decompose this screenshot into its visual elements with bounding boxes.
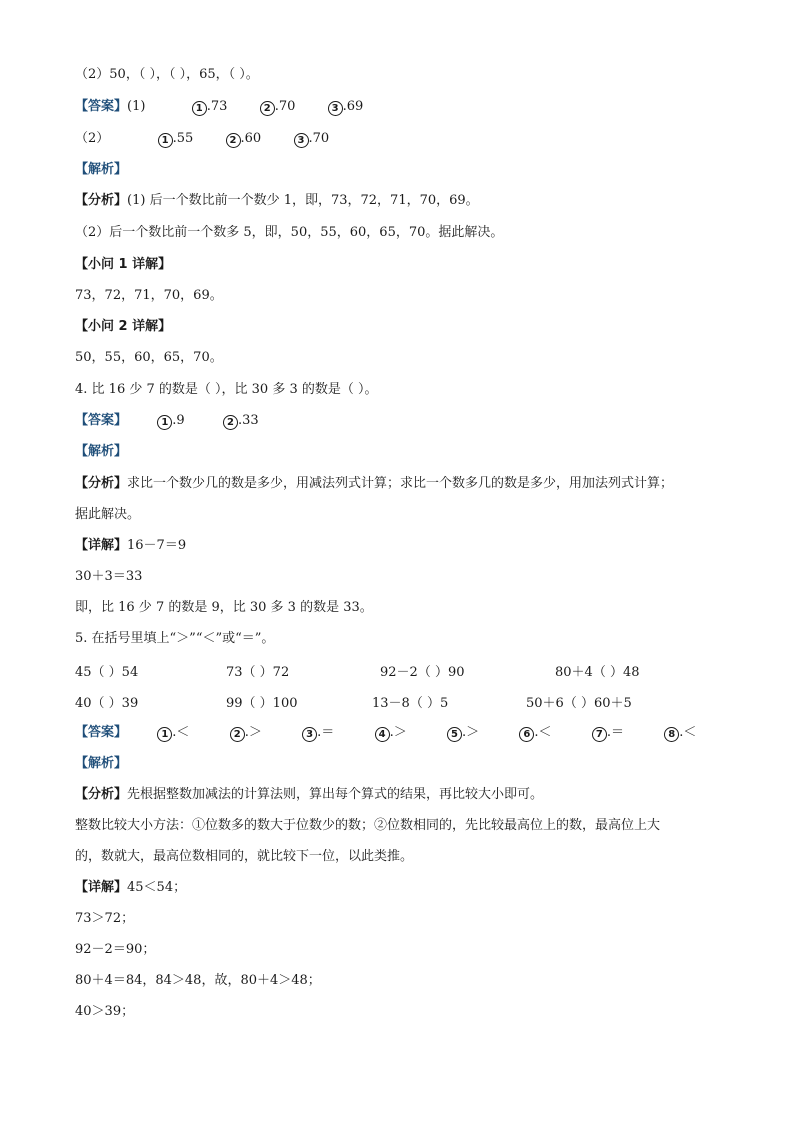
answer-value: .33: [237, 413, 259, 428]
comparison-cell: 13－8（ ）5: [372, 696, 449, 711]
answer-tag: 【答案】: [75, 725, 128, 740]
circled-number-5: 5: [447, 727, 462, 742]
answer-value: .9: [172, 413, 185, 428]
comparison-cell: 80＋4（ ）48: [555, 665, 640, 680]
answer-value: .70: [274, 99, 296, 114]
circled-number-2: 2: [223, 415, 238, 430]
analysis-heading: [75, 443, 127, 461]
detail-4-line-1: [75, 537, 186, 555]
sub-question-2-heading: [75, 318, 171, 336]
detail-5-line-2: 73＞72；: [75, 911, 135, 926]
analysis-5-line-3: 的，数就大，最高位数相同的，就比较下一位，以此类推。: [75, 849, 414, 864]
answer-value: .73: [206, 99, 228, 114]
circled-number-3: 3: [302, 727, 317, 742]
answer-value: .＝: [317, 725, 335, 740]
answer-value: .55: [172, 131, 194, 146]
sub-question-tag: 【小问 1 详解】: [75, 257, 172, 272]
analysis-heading: [75, 161, 127, 179]
fenxi-text: 先根据整数加减法的计算法则，算出每个算式的结果，再比较大小即可。: [127, 787, 544, 802]
fenxi-tag: 【分析】: [75, 193, 128, 208]
answer-value: .60: [240, 131, 262, 146]
detail-4-line-3: 即，比 16 少 7 的数是 9，比 30 多 3 的数是 33。: [75, 600, 373, 615]
comparison-cell: 40（ ）39: [75, 696, 139, 711]
detail-tag: 【详解】: [75, 880, 128, 895]
comparison-cell: 45（ ）54: [75, 665, 139, 680]
answer-3-part-1: [75, 98, 363, 116]
answer-value: .＞: [389, 725, 407, 740]
analysis-4-line-1: [75, 475, 673, 493]
question-3-part-2: （2）50，（ ），（ ），65，（ ）。: [75, 67, 259, 82]
answer-value: .＞: [244, 725, 262, 740]
sub-question-1-text: 73，72，71，70，69。: [75, 288, 223, 303]
answer-4: [75, 412, 259, 430]
circled-number-6: 6: [519, 727, 534, 742]
analysis-tag: 【解析】: [75, 444, 128, 459]
analysis-line-1: [75, 192, 479, 210]
answer-value: .＞: [461, 725, 480, 740]
circled-number-2: 2: [226, 133, 241, 148]
detail-5-line-3: 92－2＝90；: [75, 942, 156, 957]
answer-value: .＜: [172, 725, 190, 740]
analysis-4-line-2: 据此解决。: [75, 507, 141, 522]
comparison-cell: 99（ ）100: [226, 696, 298, 711]
comparison-cell: 50＋6（ ）60＋5: [526, 696, 632, 711]
detail-tag: 【详解】: [75, 538, 128, 553]
answer-value: .＜: [534, 725, 552, 740]
detail-4-line-2: 30＋3＝33: [75, 569, 143, 584]
circled-number-1: 1: [157, 727, 172, 742]
analysis-line-2: （2）后一个数比前一个数多 5，即，50，55，60，65，70。据此解决。: [75, 225, 504, 240]
detail-5-line-1: [75, 879, 186, 897]
detail-5-line-5: 40＞39；: [75, 1004, 135, 1019]
fenxi-text: 求比一个数少几的数是多少，用减法列式计算；求比一个数多几的数是多少，用加法列式计算；: [127, 476, 674, 491]
answer-value: .＜: [679, 725, 697, 740]
analysis-5-line-2: 整数比较大小方法：①位数多的数大于位数少的数；②位数相同的，先比较最高位上的数，最高位上大: [75, 818, 661, 833]
detail-text: 45＜54；: [127, 880, 187, 895]
sub-question-tag: 【小问 2 详解】: [75, 319, 172, 334]
circled-number-4: 4: [375, 727, 390, 742]
answer-5: [75, 724, 696, 742]
analysis-tag: 【解析】: [75, 162, 128, 177]
comparison-cell: 92－2（ ）90: [380, 665, 465, 680]
question-5: 5. 在括号里填上“＞”“＜”或“＝”。: [75, 631, 275, 646]
circled-number-2: 2: [230, 727, 245, 742]
answer-prefix: （2）: [75, 131, 110, 146]
analysis-heading: [75, 755, 127, 773]
answer-tag: 【答案】: [75, 99, 128, 114]
answer-value: .＝: [606, 725, 624, 740]
circled-number-2: 2: [260, 101, 275, 116]
sub-question-2-text: 50，55，60，65，70。: [75, 350, 223, 365]
fenxi-tag: 【分析】: [75, 787, 128, 802]
circled-number-7: 7: [592, 727, 607, 742]
answer-value: .69: [342, 99, 364, 114]
comparison-cell: 73（ ）72: [226, 665, 290, 680]
detail-text: 16－7＝9: [127, 538, 187, 553]
circled-number-1: 1: [192, 101, 207, 116]
answer-value: .70: [308, 131, 330, 146]
analysis-5-line-1: [75, 786, 543, 804]
circled-number-3: 3: [328, 101, 343, 116]
circled-number-1: 1: [158, 133, 173, 148]
answer-3-part-2: [75, 130, 329, 148]
sub-question-1-heading: [75, 256, 171, 274]
detail-5-line-4: 80＋4＝84，84＞48，故，80＋4＞48；: [75, 973, 321, 988]
fenxi-tag: 【分析】: [75, 476, 128, 491]
answer-prefix: (1): [127, 99, 146, 114]
circled-number-3: 3: [294, 133, 309, 148]
answer-tag: 【答案】: [75, 413, 128, 428]
analysis-tag: 【解析】: [75, 756, 128, 771]
question-4: 4. 比 16 少 7 的数是（ ），比 30 多 3 的数是（ ）。: [75, 382, 378, 397]
circled-number-8: 8: [664, 727, 679, 742]
circled-number-1: 1: [157, 415, 172, 430]
fenxi-text: (1) 后一个数比前一个数少 1，即，73，72，71，70，69。: [127, 193, 479, 208]
